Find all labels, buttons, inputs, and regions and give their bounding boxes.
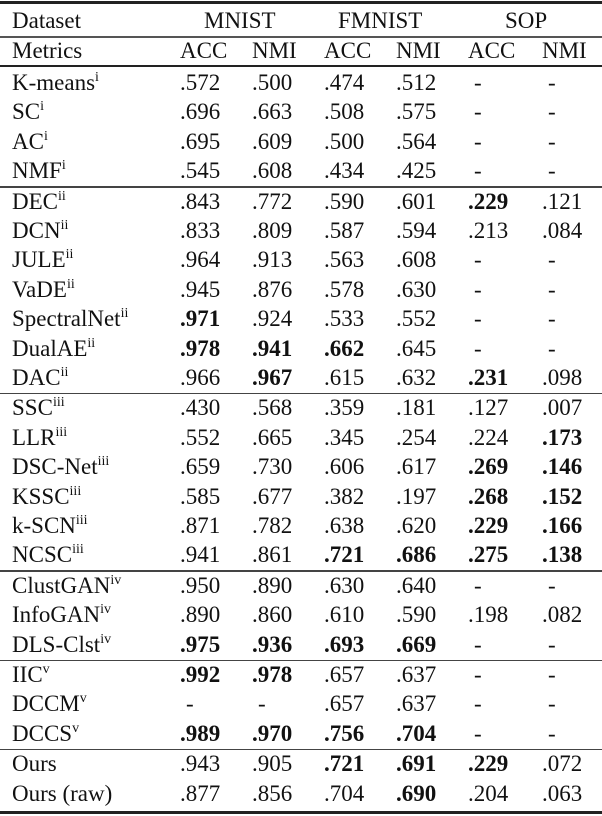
cell-fmnist-nmi: .181 bbox=[396, 395, 437, 421]
cell-mnist-nmi: .941 bbox=[252, 335, 293, 361]
cell-mnist-acc: .552 bbox=[180, 424, 221, 450]
cell-mnist-acc: .585 bbox=[180, 483, 221, 509]
cell-sop-acc: .198 bbox=[468, 602, 509, 628]
method-label: SpectralNet bbox=[12, 306, 121, 332]
cell-fmnist-nmi: .552 bbox=[396, 306, 437, 332]
method-name bbox=[12, 660, 50, 689]
header-metrics-label: Metrics bbox=[12, 38, 83, 63]
method-label: K-means bbox=[12, 70, 96, 95]
cell-mnist-acc: .877 bbox=[180, 780, 221, 806]
method-name bbox=[12, 304, 128, 333]
method-label: DLS-Clst bbox=[12, 631, 101, 657]
cell-mnist-nmi: .861 bbox=[252, 542, 293, 568]
cell-sop-acc: - bbox=[474, 128, 482, 154]
method-category-superscript: i bbox=[43, 128, 48, 144]
cell-mnist-nmi: .860 bbox=[252, 602, 293, 628]
cell-fmnist-nmi: .640 bbox=[396, 572, 437, 598]
method-label: DAC bbox=[12, 365, 61, 390]
cell-mnist-nmi: .936 bbox=[252, 631, 293, 657]
method-name bbox=[12, 393, 65, 422]
cell-sop-nmi: .084 bbox=[542, 218, 583, 243]
table-row bbox=[0, 97, 602, 126]
cell-mnist-acc: .978 bbox=[180, 335, 221, 361]
table-row bbox=[0, 689, 602, 718]
method-category-superscript: iv bbox=[100, 631, 112, 647]
cell-mnist-acc: .971 bbox=[180, 306, 221, 332]
cell-mnist-nmi: .905 bbox=[252, 751, 293, 777]
cell-sop-nmi: - bbox=[548, 99, 556, 125]
cell-mnist-nmi: .663 bbox=[252, 99, 293, 125]
method-name bbox=[12, 749, 57, 778]
method-name bbox=[12, 68, 99, 97]
cell-sop-nmi: - bbox=[548, 572, 556, 598]
top-rule bbox=[0, 1, 602, 4]
cell-mnist-nmi: .809 bbox=[252, 218, 293, 243]
method-name bbox=[12, 187, 66, 216]
cell-mnist-acc: .945 bbox=[180, 276, 221, 302]
method-name bbox=[12, 275, 75, 304]
table-row bbox=[0, 482, 602, 511]
cell-fmnist-nmi: .425 bbox=[396, 158, 437, 184]
cell-fmnist-acc: .359 bbox=[324, 395, 365, 421]
method-category-superscript: iii bbox=[75, 513, 88, 528]
cell-fmnist-nmi: .637 bbox=[396, 691, 437, 717]
method-category-superscript: ii bbox=[66, 276, 75, 292]
cell-mnist-acc: .943 bbox=[180, 751, 221, 777]
cell-sop-nmi: - bbox=[548, 691, 556, 717]
method-name bbox=[12, 511, 88, 540]
table-row bbox=[0, 452, 602, 481]
cell-sop-nmi: .063 bbox=[542, 780, 583, 806]
table-row bbox=[0, 779, 602, 808]
header-dataset-label: Dataset bbox=[12, 8, 81, 33]
method-category-superscript: iii bbox=[69, 483, 82, 499]
cell-mnist-acc: .966 bbox=[180, 365, 221, 390]
cell-fmnist-nmi: .601 bbox=[396, 188, 437, 214]
method-category-superscript: v bbox=[79, 691, 87, 707]
cell-mnist-nmi: .967 bbox=[252, 365, 293, 390]
cell-sop-acc: - bbox=[474, 662, 482, 687]
method-label: DCCS bbox=[12, 720, 73, 746]
cell-fmnist-nmi: .690 bbox=[396, 780, 437, 806]
cell-fmnist-acc: .606 bbox=[324, 454, 365, 480]
cell-mnist-acc: .572 bbox=[180, 70, 221, 95]
cell-fmnist-nmi: .686 bbox=[396, 542, 437, 568]
method-name bbox=[12, 97, 44, 126]
table-row bbox=[0, 156, 602, 185]
method-label: ClustGAN bbox=[12, 572, 111, 598]
cell-sop-acc: .275 bbox=[468, 542, 509, 568]
header-mnist-nmi: NMI bbox=[252, 38, 297, 63]
table-row bbox=[0, 719, 602, 748]
cell-mnist-acc: .941 bbox=[180, 542, 221, 568]
cell-sop-acc: .229 bbox=[468, 513, 509, 538]
cell-fmnist-acc: .662 bbox=[324, 335, 365, 361]
method-label: DSC-Net bbox=[12, 454, 98, 480]
cell-fmnist-acc: .563 bbox=[324, 247, 365, 273]
cell-mnist-acc: .992 bbox=[180, 662, 221, 687]
cell-sop-acc: .204 bbox=[468, 780, 509, 806]
table-row bbox=[0, 660, 602, 689]
method-name bbox=[12, 334, 95, 363]
table-row bbox=[0, 68, 602, 97]
cell-fmnist-acc: .721 bbox=[324, 751, 365, 777]
cell-sop-acc: - bbox=[474, 335, 482, 361]
cell-mnist-nmi: .568 bbox=[252, 395, 293, 421]
cell-mnist-acc: .430 bbox=[180, 395, 221, 421]
cell-sop-nmi: - bbox=[548, 306, 556, 332]
cell-mnist-nmi: .913 bbox=[252, 247, 293, 273]
method-category-superscript: v bbox=[72, 720, 80, 736]
method-category-superscript: iii bbox=[97, 454, 110, 470]
cell-sop-acc: .213 bbox=[468, 218, 509, 243]
header-bottom-rule bbox=[0, 65, 602, 67]
method-label: DCCM bbox=[12, 691, 80, 717]
method-name bbox=[12, 452, 109, 481]
table-row bbox=[0, 363, 602, 392]
cell-fmnist-nmi: .669 bbox=[396, 631, 437, 657]
table-row bbox=[0, 245, 602, 274]
method-name bbox=[12, 571, 121, 600]
cell-fmnist-acc: .382 bbox=[324, 483, 365, 509]
cell-sop-nmi: - bbox=[548, 662, 556, 687]
cell-fmnist-nmi: .564 bbox=[396, 128, 437, 154]
method-category-superscript: iii bbox=[72, 542, 84, 558]
cell-sop-acc: .269 bbox=[468, 454, 509, 480]
cell-sop-acc: .224 bbox=[468, 424, 509, 450]
method-category-superscript: iii bbox=[55, 424, 68, 440]
method-label: DEC bbox=[12, 188, 58, 214]
cell-sop-nmi: .166 bbox=[542, 513, 583, 538]
cell-mnist-acc: .871 bbox=[180, 513, 221, 538]
method-category-superscript: ii bbox=[58, 188, 66, 204]
method-name bbox=[12, 127, 48, 156]
header-fmnist-nmi: NMI bbox=[396, 38, 441, 63]
method-name bbox=[12, 540, 84, 569]
method-label: KSSC bbox=[12, 483, 70, 509]
cell-sop-nmi: .007 bbox=[542, 395, 583, 421]
cell-fmnist-nmi: .620 bbox=[396, 513, 437, 538]
table-row bbox=[0, 393, 602, 422]
cell-fmnist-nmi: .630 bbox=[396, 276, 437, 302]
header-group-fmnist: FMNIST bbox=[338, 8, 423, 33]
cell-sop-nmi: .121 bbox=[542, 188, 583, 214]
method-label: DCN bbox=[12, 218, 61, 243]
method-label: k-SCN bbox=[12, 513, 76, 538]
method-name bbox=[12, 156, 66, 185]
method-category-superscript: ii bbox=[65, 247, 74, 263]
method-name bbox=[12, 600, 111, 629]
method-label: NCSC bbox=[12, 542, 73, 568]
header-fmnist-acc: ACC bbox=[324, 38, 372, 63]
cell-fmnist-nmi: .617 bbox=[396, 454, 437, 480]
method-label: Ours bbox=[12, 751, 57, 777]
cell-sop-nmi: .082 bbox=[542, 602, 583, 628]
cell-mnist-nmi: .876 bbox=[252, 276, 293, 302]
method-label: DualAE bbox=[12, 335, 88, 361]
cell-mnist-nmi: .970 bbox=[252, 720, 293, 746]
method-name bbox=[12, 423, 67, 452]
method-label: SSC bbox=[12, 395, 53, 421]
cell-sop-nmi: - bbox=[548, 720, 556, 746]
table-row bbox=[0, 749, 602, 778]
cell-fmnist-acc: .657 bbox=[324, 662, 365, 687]
cell-mnist-acc: .950 bbox=[180, 572, 221, 598]
cell-mnist-nmi: .978 bbox=[252, 662, 293, 687]
table-row bbox=[0, 600, 602, 629]
cell-mnist-acc: .695 bbox=[180, 128, 221, 154]
cell-mnist-nmi: .890 bbox=[252, 572, 293, 598]
method-category-superscript: ii bbox=[60, 365, 69, 380]
cell-mnist-acc: .659 bbox=[180, 454, 221, 480]
cell-sop-nmi: - bbox=[548, 276, 556, 302]
table-row bbox=[0, 304, 602, 333]
cell-fmnist-nmi: .512 bbox=[396, 70, 437, 95]
cell-fmnist-acc: .474 bbox=[324, 70, 365, 95]
cell-sop-acc: .127 bbox=[468, 395, 509, 421]
cell-sop-acc: - bbox=[474, 158, 482, 184]
cell-mnist-nmi: .609 bbox=[252, 128, 293, 154]
cell-fmnist-nmi: .575 bbox=[396, 99, 437, 125]
method-label: Ours (raw) bbox=[12, 780, 113, 806]
header-row-datasets bbox=[0, 6, 602, 35]
cell-mnist-acc: .890 bbox=[180, 602, 221, 628]
cell-mnist-acc: .843 bbox=[180, 188, 221, 214]
cell-mnist-acc: .975 bbox=[180, 631, 221, 657]
cell-mnist-acc: .833 bbox=[180, 218, 221, 243]
cell-sop-nmi: .146 bbox=[542, 454, 583, 480]
method-name bbox=[12, 719, 79, 748]
header-sop-acc: ACC bbox=[468, 38, 516, 63]
cell-fmnist-nmi: .645 bbox=[396, 335, 437, 361]
cell-mnist-nmi: .608 bbox=[252, 158, 293, 184]
method-label: NMF bbox=[12, 158, 62, 184]
method-name bbox=[12, 630, 111, 659]
cell-mnist-acc: - bbox=[186, 691, 194, 717]
header-row-metrics bbox=[0, 36, 602, 65]
method-name bbox=[12, 689, 87, 718]
cell-sop-nmi: - bbox=[548, 70, 556, 95]
table-row bbox=[0, 423, 602, 452]
table-row bbox=[0, 511, 602, 540]
cell-sop-nmi: .152 bbox=[542, 483, 583, 509]
cell-sop-acc: - bbox=[474, 572, 482, 598]
cell-mnist-nmi: .924 bbox=[252, 306, 293, 332]
cell-fmnist-acc: .610 bbox=[324, 602, 365, 628]
method-label: VaDE bbox=[12, 276, 67, 302]
method-category-superscript: i bbox=[95, 70, 99, 85]
cell-mnist-acc: .964 bbox=[180, 247, 221, 273]
table-row bbox=[0, 630, 602, 659]
cell-fmnist-nmi: .691 bbox=[396, 751, 437, 777]
cell-mnist-nmi: .772 bbox=[252, 188, 293, 214]
cell-mnist-acc: .545 bbox=[180, 158, 221, 184]
method-category-superscript: ii bbox=[120, 306, 129, 322]
method-name bbox=[12, 216, 68, 245]
cell-fmnist-acc: .587 bbox=[324, 218, 365, 243]
cell-sop-nmi: .098 bbox=[542, 365, 583, 390]
method-category-superscript: i bbox=[61, 158, 66, 174]
cell-sop-acc: - bbox=[474, 70, 482, 95]
cell-mnist-nmi: .856 bbox=[252, 780, 293, 806]
cell-mnist-nmi: .782 bbox=[252, 513, 293, 538]
method-category-superscript: iv bbox=[100, 602, 112, 618]
cell-fmnist-acc: .434 bbox=[324, 158, 365, 184]
cell-fmnist-acc: .508 bbox=[324, 99, 365, 125]
cell-fmnist-nmi: .704 bbox=[396, 720, 437, 746]
table-row bbox=[0, 127, 602, 156]
table-row bbox=[0, 540, 602, 569]
table-row bbox=[0, 334, 602, 363]
cell-fmnist-acc: .756 bbox=[324, 720, 365, 746]
method-category-superscript: iv bbox=[110, 572, 122, 588]
bottom-rule bbox=[0, 811, 602, 814]
cell-sop-nmi: - bbox=[548, 247, 556, 273]
method-label: LLR bbox=[12, 424, 56, 450]
method-label: InfoGAN bbox=[12, 602, 101, 628]
cell-fmnist-acc: .345 bbox=[324, 424, 365, 450]
table-row bbox=[0, 571, 602, 600]
method-name bbox=[12, 779, 112, 808]
cell-fmnist-nmi: .590 bbox=[396, 602, 437, 628]
cell-sop-acc: - bbox=[474, 276, 482, 302]
cell-fmnist-acc: .721 bbox=[324, 542, 365, 568]
cell-fmnist-acc: .533 bbox=[324, 306, 365, 332]
method-label: SC bbox=[12, 99, 41, 125]
cell-fmnist-acc: .590 bbox=[324, 188, 365, 214]
cell-mnist-acc: .696 bbox=[180, 99, 221, 125]
cell-sop-acc: .268 bbox=[468, 483, 509, 509]
cell-fmnist-nmi: .637 bbox=[396, 662, 437, 687]
cell-sop-nmi: .173 bbox=[542, 424, 583, 450]
method-category-superscript: ii bbox=[87, 335, 96, 351]
cell-sop-nmi: - bbox=[548, 158, 556, 184]
header-sop-nmi: NMI bbox=[542, 38, 587, 63]
table-row bbox=[0, 216, 602, 245]
cell-sop-acc: - bbox=[474, 99, 482, 125]
cell-fmnist-acc: .630 bbox=[324, 572, 365, 598]
cell-sop-acc: .229 bbox=[468, 188, 509, 214]
cell-fmnist-nmi: .608 bbox=[396, 247, 437, 273]
cell-fmnist-acc: .657 bbox=[324, 691, 365, 717]
cell-fmnist-nmi: .254 bbox=[396, 424, 437, 450]
cell-sop-acc: - bbox=[474, 306, 482, 332]
cell-sop-acc: .231 bbox=[468, 365, 509, 390]
cell-sop-nmi: - bbox=[548, 128, 556, 154]
method-category-superscript: iii bbox=[52, 395, 65, 411]
cell-mnist-nmi: .730 bbox=[252, 454, 293, 480]
method-label: JULE bbox=[12, 247, 66, 273]
method-category-superscript: v bbox=[42, 662, 50, 677]
cell-sop-acc: .229 bbox=[468, 751, 509, 777]
table-row bbox=[0, 187, 602, 216]
cell-fmnist-acc: .693 bbox=[324, 631, 365, 657]
cell-sop-acc: - bbox=[474, 631, 482, 657]
cell-sop-acc: - bbox=[474, 247, 482, 273]
cell-fmnist-nmi: .594 bbox=[396, 218, 437, 243]
table-row bbox=[0, 275, 602, 304]
cell-sop-nmi: - bbox=[548, 335, 556, 361]
method-name bbox=[12, 363, 68, 392]
cell-fmnist-acc: .638 bbox=[324, 513, 365, 538]
header-group-sop: SOP bbox=[505, 8, 548, 33]
cell-mnist-nmi: .500 bbox=[252, 70, 293, 95]
method-label: AC bbox=[12, 128, 44, 154]
cell-sop-nmi: .072 bbox=[542, 751, 583, 777]
cell-mnist-acc: .989 bbox=[180, 720, 221, 746]
cell-sop-nmi: - bbox=[548, 631, 556, 657]
cell-mnist-nmi: - bbox=[258, 691, 266, 717]
cell-fmnist-acc: .704 bbox=[324, 780, 365, 806]
cell-mnist-nmi: .665 bbox=[252, 424, 293, 450]
header-mnist-acc: ACC bbox=[180, 38, 228, 63]
cell-sop-acc: - bbox=[474, 720, 482, 746]
method-category-superscript: ii bbox=[60, 218, 69, 233]
cell-mnist-nmi: .677 bbox=[252, 483, 293, 509]
method-name bbox=[12, 245, 73, 274]
method-category-superscript: i bbox=[40, 99, 45, 115]
cell-fmnist-nmi: .197 bbox=[396, 483, 437, 509]
cell-sop-acc: - bbox=[474, 691, 482, 717]
cell-fmnist-acc: .500 bbox=[324, 128, 365, 154]
method-name bbox=[12, 482, 81, 511]
header-group-mnist: MNIST bbox=[204, 8, 276, 33]
cell-fmnist-nmi: .632 bbox=[396, 365, 437, 390]
cell-sop-nmi: .138 bbox=[542, 542, 583, 568]
cell-fmnist-acc: .615 bbox=[324, 365, 365, 390]
method-label: IIC bbox=[12, 662, 43, 687]
cell-fmnist-acc: .578 bbox=[324, 276, 365, 302]
